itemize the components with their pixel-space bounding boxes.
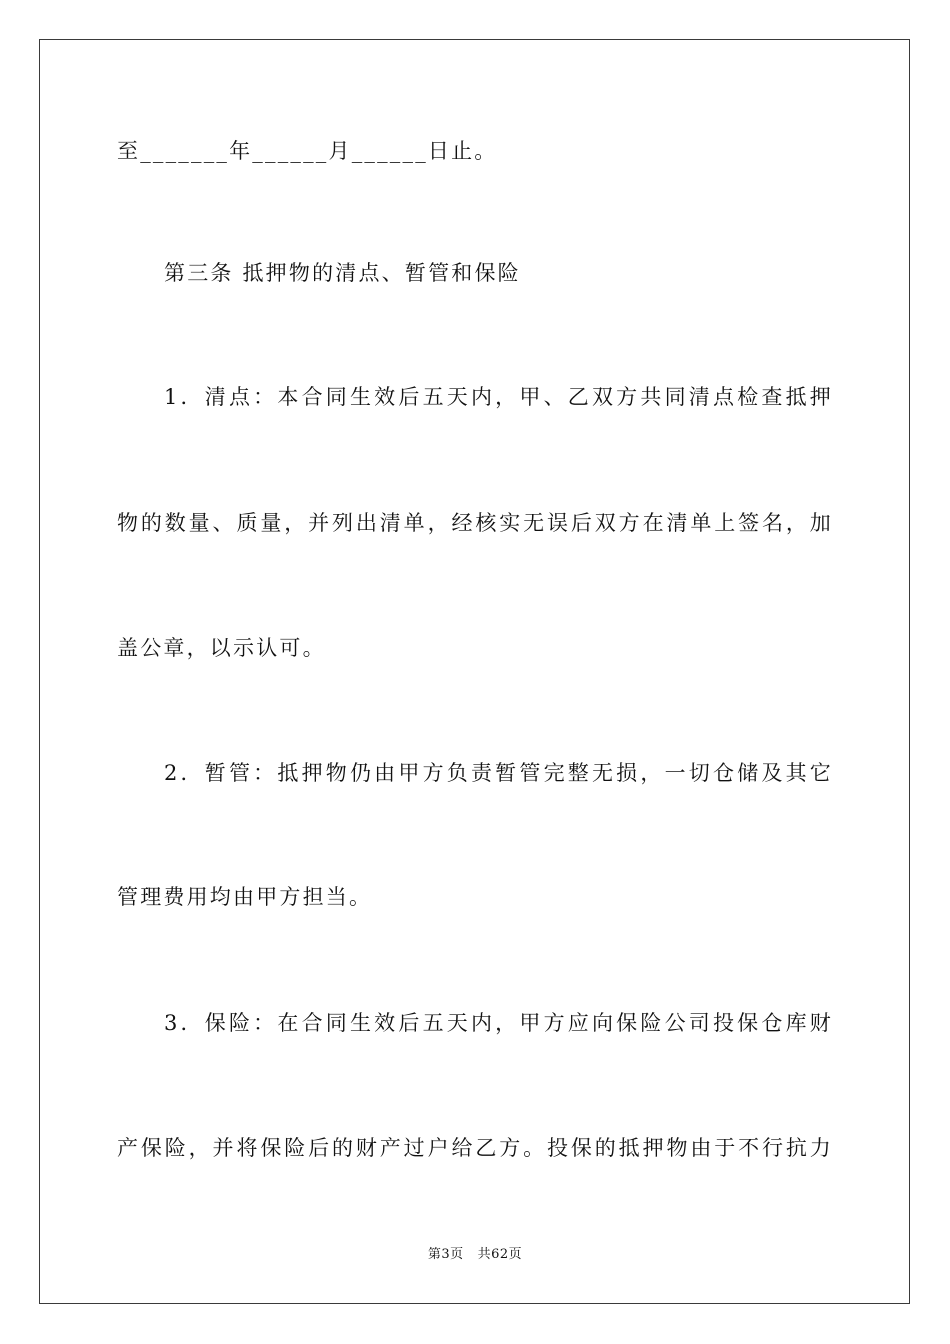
clause-2-line-2: 管理费用均由甲方担当。 [117, 885, 373, 909]
page-number: 第3页 [427, 1247, 464, 1262]
article-heading: 第三条 抵押物的清点、暂管和保险 [164, 261, 521, 285]
clause-2-line-1: 2．暂管：抵押物仍由甲方负责暂管完整无损，一切仓储及其它 [164, 761, 833, 785]
total-pages: 共62页 [477, 1247, 523, 1262]
clause-3-line-2: 产保险，并将保险后的财产过户给乙方。投保的抵押物由于不行抗力 [117, 1136, 833, 1160]
clause-1-line-3: 盖公章，以示认可。 [117, 636, 326, 660]
text-line-date-end: 至_______年______月______日止。 [117, 139, 498, 163]
clause-3-line-1: 3．保险：在合同生效后五天内，甲方应向保险公司投保仓库财 [164, 1011, 833, 1035]
clause-1-line-2: 物的数量、质量，并列出清单，经核实无误后双方在清单上签名，加 [117, 511, 833, 535]
page-footer [0, 1246, 950, 1264]
clause-1-line-1: 1．清点：本合同生效后五天内，甲、乙双方共同清点检查抵押 [164, 385, 833, 409]
page-frame [39, 39, 910, 1304]
